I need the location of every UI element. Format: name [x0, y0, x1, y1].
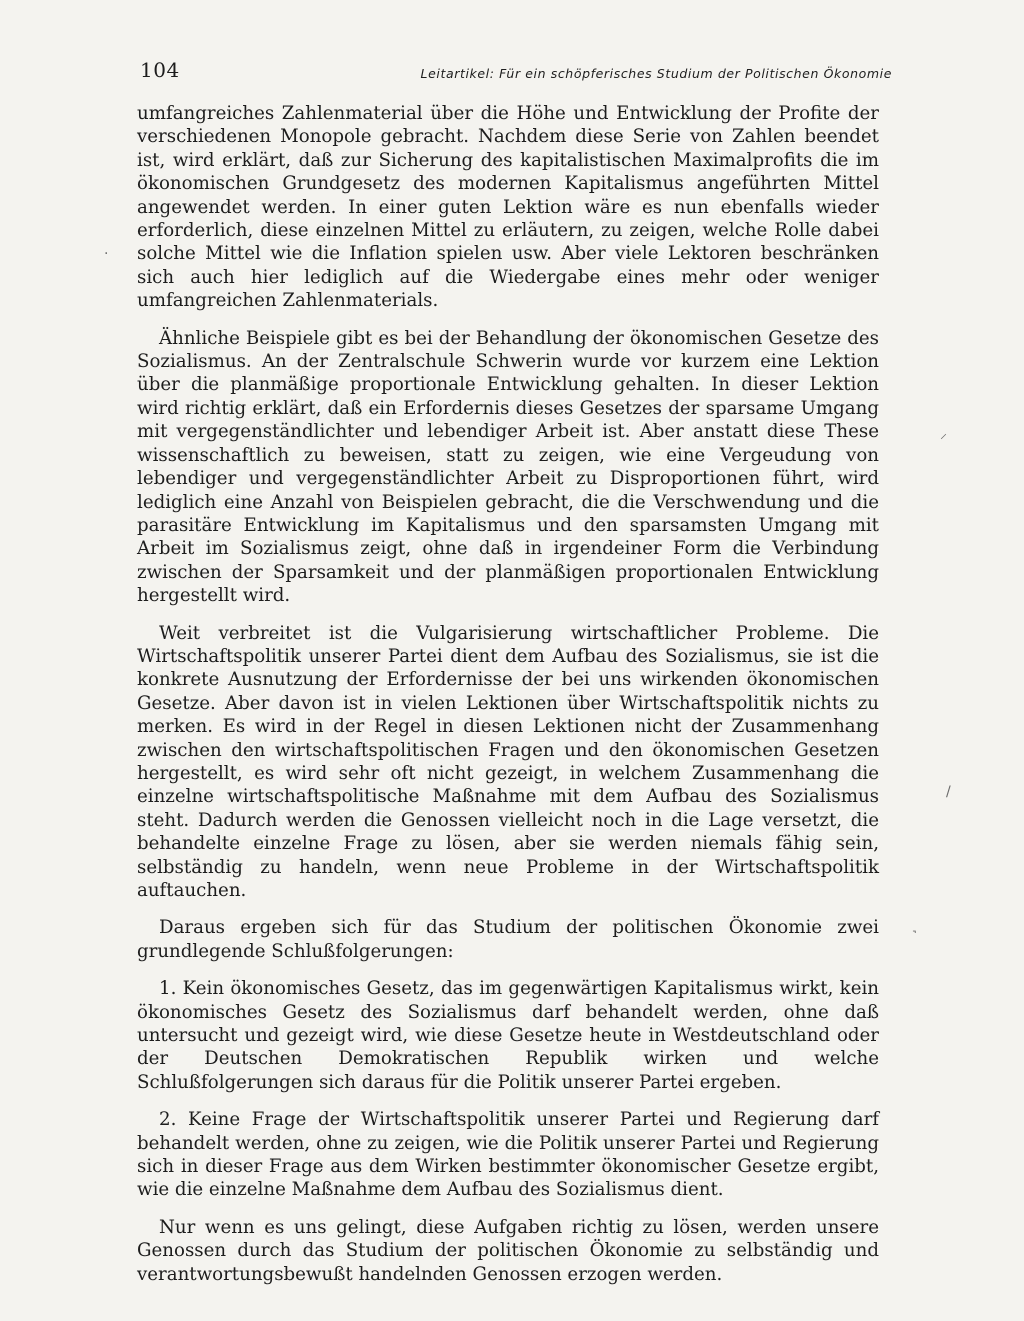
paragraph: umfangreiches Zahlenmaterial über die Höhe und Entwicklung der Profite der verschiedenen Monopole gebracht. Nachdem diese Serie von Zahlen beendet ist, wird erklärt, daß zur Sicherung des kapitalistischen Maximalprofits die im ökonomischen Grundgesetz des modernen Kapitalismus angeführten Mittel angewendet werden. In einer guten Lektion wäre es nun ebenfalls wieder erforderlich, diese einzelnen Mittel zu erläutern, zu zeigen, welche Rolle dabei solche Mittel wie die Inflation spielen usw. Aber viele Lektoren beschränken sich auch hier lediglich auf die Wiedergabe eines mehr oder weniger umfangreichen Zahlenmaterials. — [137, 103, 879, 312]
page-header — [140, 58, 892, 92]
paragraph: Nur wenn es uns gelingt, diese Aufgaben richtig zu lösen, werden unsere Genossen durch das Studium der politischen Ökonomie zu selbständig und verantwortungsbewußt handelnden Genossen erzogen werden. — [137, 1216, 879, 1285]
scan-speck: ⸝ — [940, 426, 947, 442]
numbered-paragraph: 1. Kein ökonomisches Gesetz, das im gegenwärtigen Kapitalismus wirkt, kein ökonomisches Gesetz des Sozialismus darf behandelt werden, ohne daß untersucht und gezeigt wird, wie diese Gesetze heute in Westdeutschland oder der Deutschen Demokratischen Republik wirken und welche Schlußfolgerungen sich daraus für die Politik unserer Partei ergeben. — [137, 978, 879, 1093]
paragraph: Daraus ergeben sich für das Studium der politischen Ökonomie zwei grundlegende Schlußfolgerungen: — [137, 917, 879, 962]
scan-speck: · — [104, 246, 109, 262]
page-number: 104 — [140, 58, 180, 82]
article-body — [137, 102, 879, 1300]
running-head: Leitartikel: Für ein schöpferisches Studium der Politischen Ökonomie — [420, 66, 892, 81]
paragraph: Weit verbreitet ist die Vulgarisierung wirtschaftlicher Probleme. Die Wirtschaftspolitik unserer Partei dient dem Aufbau des Sozialismus, sie ist die konkrete Ausnutzung der Erfordernisse der bei uns wirkenden ökonomischen Gesetze. Aber davon ist in vielen Lektionen über Wirtschaftspolitik nichts zu merken. Es wird in der Regel in diesen Lektionen nicht der Zusammenhang zwischen den wirtschaftspolitischen Fragen und den ökonomischen Gesetzen hergestellt, es wird sehr oft nicht gezeigt, in welchem Zusammenhang die einzelne wirtschaftspolitische Maßnahme mit dem Aufbau des Sozialismus steht. Dadurch werden die Genossen vielleicht noch in die Lage versetzt, die behandelte einzelne Frage zu lösen, aber sie werden niemals fähig sein, selbständig zu handeln, wenn neue Probleme in der Wirtschaftspolitik auftauchen. — [137, 622, 879, 901]
scan-speck: ˺ — [912, 929, 917, 945]
numbered-paragraph: 2. Keine Frage der Wirtschaftspolitik unserer Partei und Regierung darf behandelt werden, ohne zu zeigen, wie die Politik unserer Partei und Regierung sich in dieser Frage aus dem Wirken bestimmter ökonomischer Gesetze ergibt, wie die einzelne Maßnahme dem Aufbau des Sozialismus dient. — [137, 1109, 879, 1201]
paragraph: Ähnliche Beispiele gibt es bei der Behandlung der ökonomischen Gesetze des Sozialismus. An der Zentralschule Schwerin wurde vor kurzem eine Lektion über die planmäßige proportionale Entwicklung gehalten. In dieser Lektion wird richtig erklärt, daß ein Erfordernis dieses Gesetzes der sparsame Umgang mit vergegenständlichter und lebendiger Arbeit ist. Aber anstatt diese These wissenschaftlich zu beweisen, statt zu zeigen, wie eine Vergeudung von lebendiger und vergegenständlichter Arbeit zu Disproportionen führt, wird lediglich eine Anzahl von Beispielen gebracht, die die Verschwendung und die parasitäre Entwicklung im Kapitalismus und den sparsamsten Umgang mit Arbeit im Sozialismus zeigt, ohne daß in irgendeiner Form die Verbindung zwischen der Sparsamkeit und der planmäßigen proportionalen Entwicklung hergestellt wird. — [137, 327, 879, 607]
scan-speck: / — [946, 784, 951, 800]
